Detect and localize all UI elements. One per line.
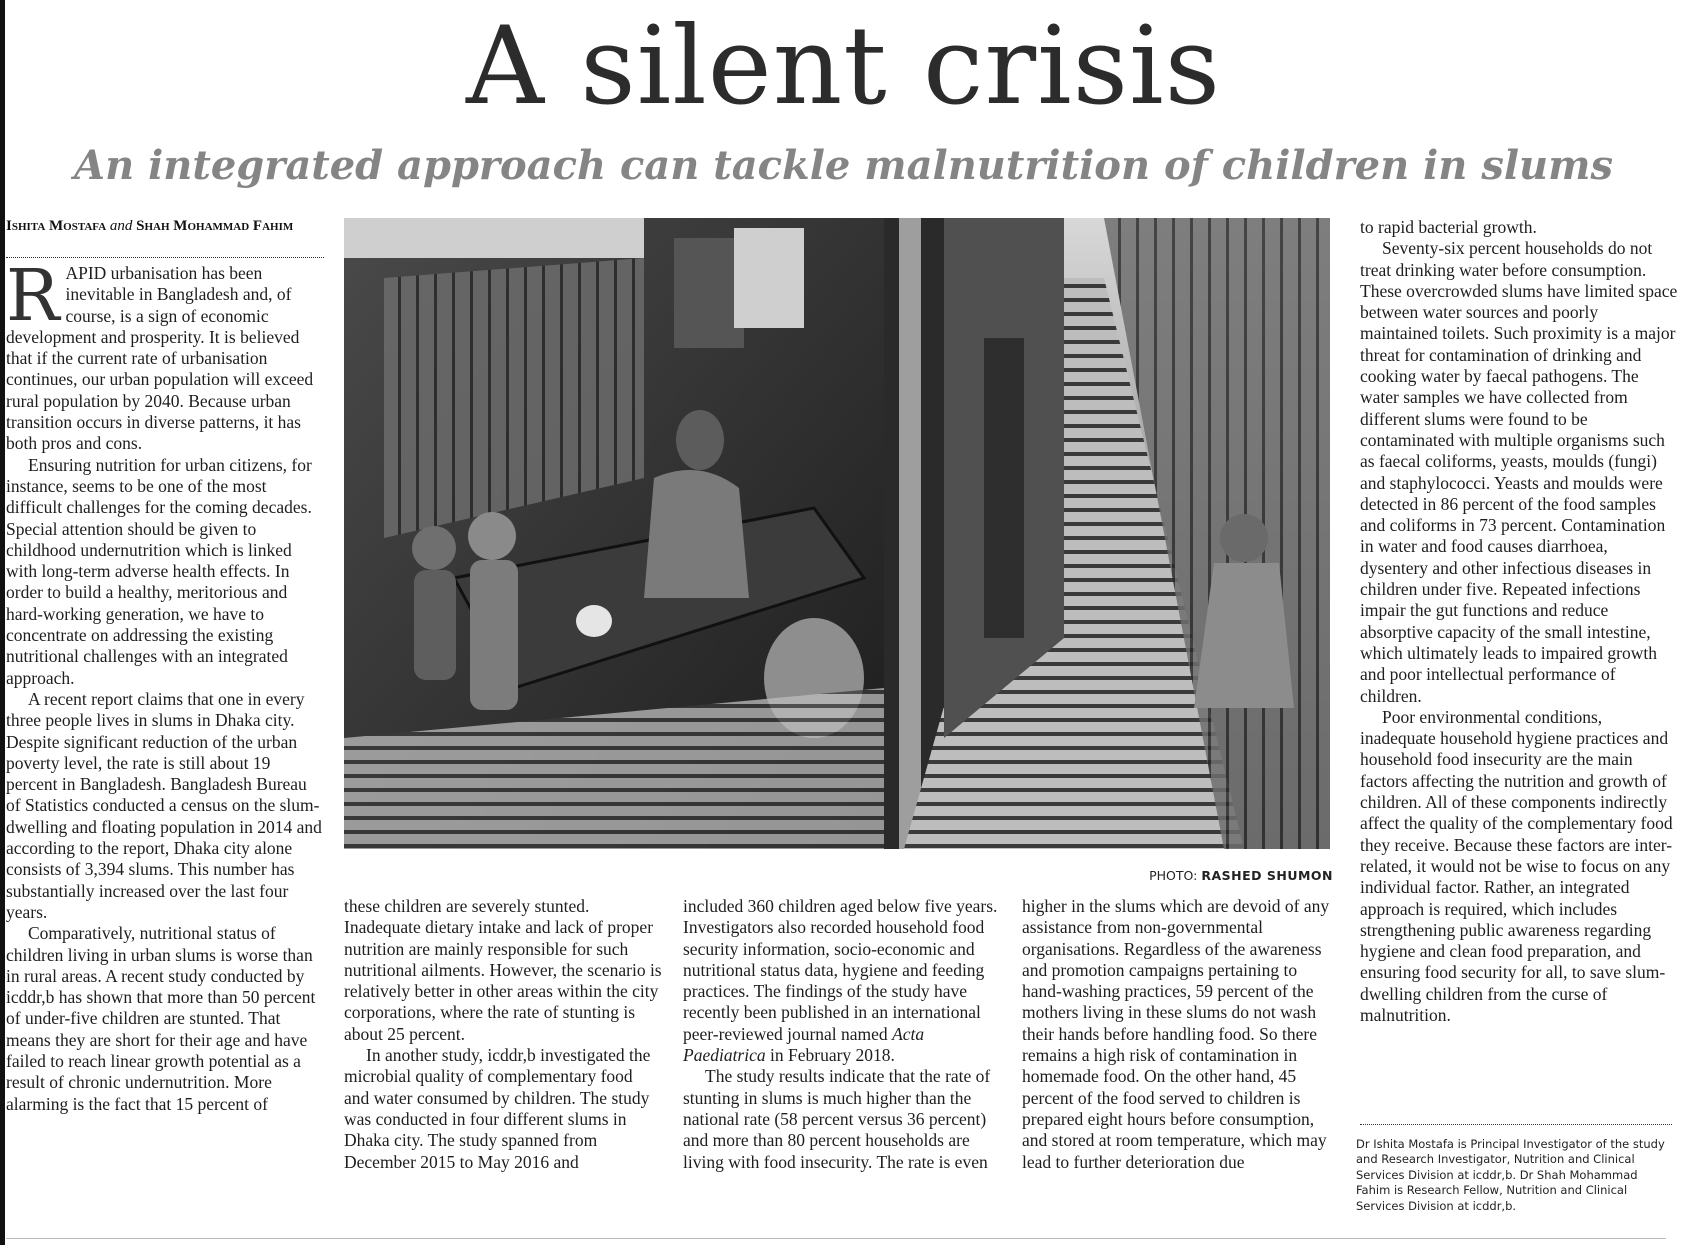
author-2: Shah Mohammad Fahim <box>136 218 294 234</box>
hanging-cloth <box>734 228 804 328</box>
slum-photo <box>344 218 1330 849</box>
paragraph-text: included 360 children aged below five years. Investigators also recorded household food security information, socio-economic and nutritional status data, hygiene and feeding practices. The findings of the study have recently been published in an international peer-reviewed journal named <box>683 896 998 1044</box>
paragraph: Seventy-six percent households do not treat drinking water before consumption. These overcrowded slums have limited space between water sources and poorly maintained toilets. Such proximity is a major threat for contamination of drinking and cooking water by faecal pathogens. The water samples we have collected from different slums were found to be contaminated with multiple organisms such as faecal coliforms, yeasts, moulds (fungi) and staphylococci. Yeasts and moulds were detected in 86 percent of the food samples and coliforms in 73 percent. Contamination in water and food causes diarrhoea, dysentery and other infectious diseases in children under five. Repeated infections impair the gut functions and reduce absorptive capacity of the small intestine, which ultimately leads to impaired growth and poor intellectual performance of children. <box>1360 238 1678 706</box>
article-column-1 <box>6 254 324 1115</box>
paragraph: In another study, icddr,b investigated the microbial quality of complementary food and water consumed by children. The study was conducted in four different slums in Dhaka city. The study spanned from December 2015 to May 2016 and <box>344 1045 651 1172</box>
author-1: Ishita Mostafa <box>6 218 107 234</box>
child-body <box>470 560 518 710</box>
hanging-cloth <box>984 338 1024 638</box>
drop-cap: R <box>6 254 60 337</box>
article-column-3 <box>683 896 1005 1173</box>
subheadline: An integrated approach can tackle malnutrition of children in slums <box>74 142 1613 189</box>
journal-name: Acta Paediatrica <box>683 1023 925 1066</box>
child-body <box>414 570 456 680</box>
child-head <box>412 526 456 570</box>
paragraph: The study results indicate that the rate of stunting in slums is much higher than the national rate (58 percent versus 36 percent) and more than 80 percent households are living with food insecurity. The rate is even <box>683 1066 991 1172</box>
paragraph: to rapid bacterial growth. <box>1360 217 1537 237</box>
photo-illustration <box>344 218 1330 849</box>
paragraph: Poor environmental conditions, inadequate household hygiene practices and household food insecurity are the main factors affecting the nutrition and growth of children. All of these components indirectly affect the quality of the complementary food they receive. Because these factors are inter-related, it would not be wise to focus on any individual factor. Rather, an integrated approach is required, which includes strengthening public awareness regarding hygiene and clean food preparation, and ensuring food security for all, to save slum-dwelling children from the curse of malnutrition. <box>1360 706 1673 1025</box>
cup <box>576 605 612 637</box>
man-body <box>644 470 749 598</box>
girl-head <box>1220 514 1268 562</box>
paragraph: A recent report claims that one in every three people lives in slums in Dhaka city. Despite significant reduction of the urban poverty level, the rate is still about 19 percent in Bangladesh. Bangladesh Bureau of Statistics conducted a census on the slum-dwelling and floating population in 2014 and according to the report, Dhaka city alone consists of 3,394 slums. This number has substantially increased over the last four years. <box>6 688 322 922</box>
man-head <box>676 410 724 470</box>
article-column-2 <box>344 896 662 1173</box>
bottom-rule <box>6 1238 1666 1239</box>
paragraph: Comparatively, nutritional status of children living in urban slums is worse than in rural areas. A recent study conducted by icddr,b has shown that more than 50 percent of under-five children are stunted. That means they are short for their age and have failed to reach linear growth potential as a result of chronic undernutrition. More alarming is the fact that 15 percent of <box>6 923 316 1114</box>
paragraph: Ensuring nutrition for urban citizens, for instance, seems to be one of the most difficult challenges for the coming decades. Special attention should be given to childhood undernutrition which is linked with long-term adverse health effects. In order to build a healthy, meritorious and hard-working generation, we have to concentrate on addressing the existing nutritional challenges with an integrated approach. <box>6 454 312 688</box>
paragraph: these children are severely stunted. Inadequate dietary intake and lack of proper nutrition are mainly responsible for such nutritional ailments. However, the scenario is relatively better in other areas within the city corporations, where the rate of stunting is about 25 percent. <box>344 896 662 1044</box>
article-column-4 <box>1022 896 1337 1173</box>
lead-paragraph-text: APID urbanisation has been inevitable in Bangladesh and, of course, is a sign of economic development and prosperity. It is believed that if the current rate of urbanisation continues, our urban population will exceed rural population by 2040. Because urban transition occurs in diverse patterns, it has both pros and cons. <box>6 263 314 454</box>
hanging-cloth <box>674 238 744 348</box>
headline: A silent crisis <box>465 4 1222 129</box>
photographer-name: RASHED SHUMON <box>1201 868 1333 883</box>
paragraph-text: in February 2018. <box>765 1045 895 1066</box>
paragraph <box>683 896 1005 1066</box>
child-head <box>468 512 516 560</box>
byline-conjunction: and <box>109 218 133 234</box>
roof-sheet <box>344 218 644 258</box>
article-column-5 <box>1360 217 1678 1026</box>
photo-credit-label: PHOTO: <box>1149 868 1198 883</box>
bamboo-pillar-highlight <box>899 218 921 849</box>
paragraph: higher in the slums which are devoid of any assistance from non-governmental organisations. Regardless of the awareness and promotion campaigns pertaining to hand-washing practices, 59 percent of the mothers living in these slums do not wash their hands before handling food. So there remains a high risk of contamination in homemade food. On the other hand, 45 percent of the food served to children is prepared eight hours before consumption, and stored at room temperature, which may lead to further deterioration due <box>1022 896 1330 1172</box>
bio-divider <box>1360 1124 1672 1125</box>
byline <box>6 218 326 234</box>
lead-paragraph <box>6 254 324 455</box>
author-bio: Dr Ishita Mostafa is Principal Investigator of the study and Research Investigator, Nutrition and Clinical Services Division at icddr,b. Dr Shah Mohammad Fahim is Research Fellow, Nutrition and Clinical Services Division at icddr,b. <box>1356 1137 1665 1213</box>
photo-credit <box>1040 868 1333 883</box>
